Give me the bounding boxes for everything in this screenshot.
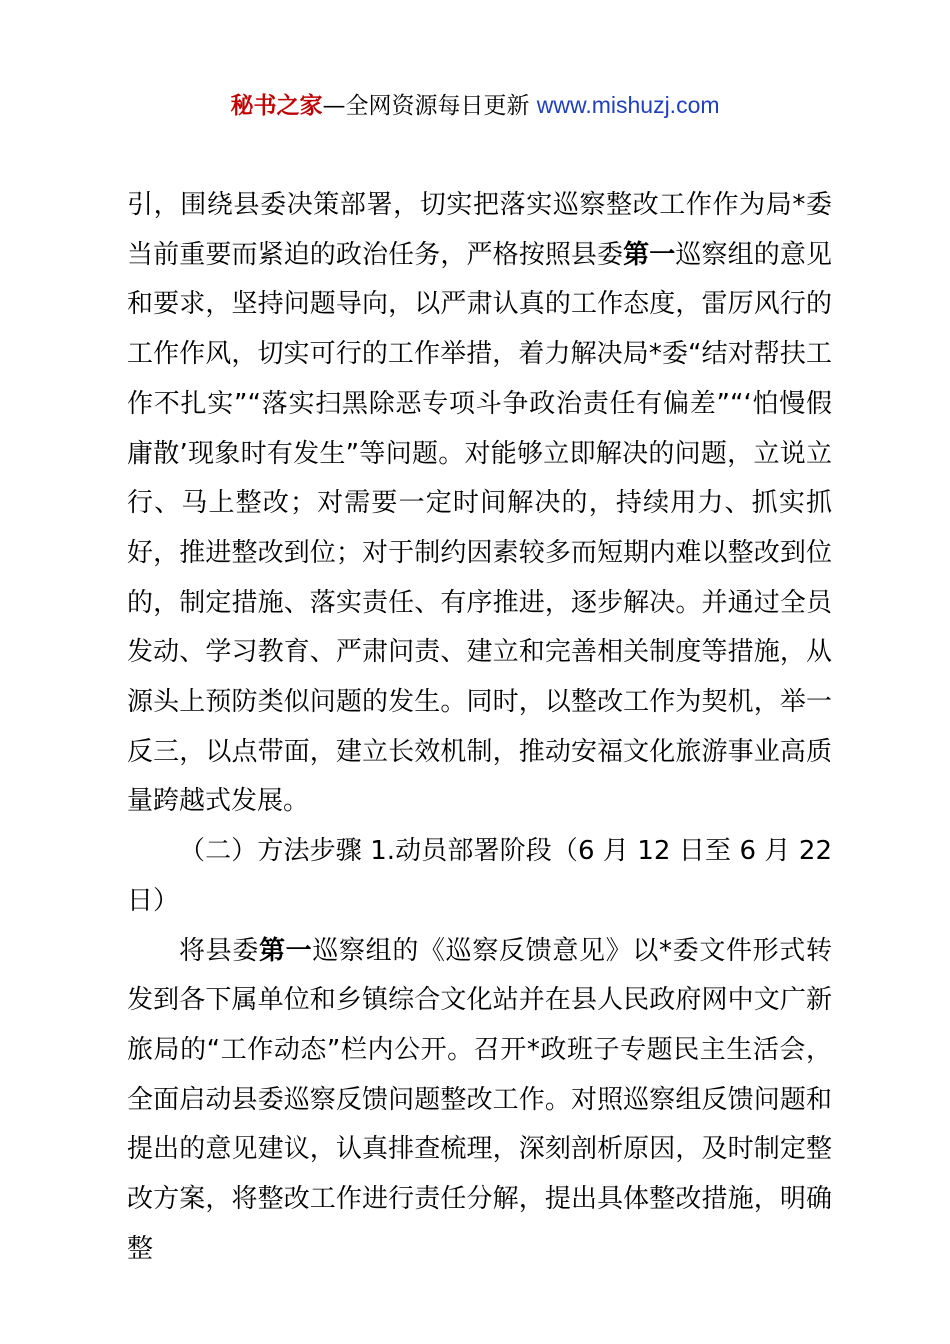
brand-name: 秘书之家: [230, 93, 323, 119]
document-body: [127, 181, 832, 1274]
heading-text: （二）方法步骤 1.动员部署阶段（6 月 12 日至 6 月 22 日）: [127, 836, 832, 916]
paragraph-goal: [127, 181, 832, 827]
emphasis-text: 第一: [259, 935, 313, 966]
paragraph-text: 巡察组的《巡察反馈意见》以*委文件形式转发到各下属单位和乡镇综合文化站并在县人民政府网中文广新旅局的“工作动态”栏内公开。召开*政班子专题民主生活会，全面启动县委巡察反馈问题整改工作。对照巡察组反馈问题和提出的意见建议，认真排查梳理，深刻剖析原因，及时制定整改方案，将整改工作进行责任分解，提出具体整改措施，明确整: [127, 935, 832, 1264]
header-tagline: —全网资源每日更新: [322, 93, 537, 119]
website-link[interactable]: www.mishuzj.com: [536, 92, 720, 118]
section-heading-methods: [127, 827, 832, 926]
paragraph-text: 巡察组的意见和要求，坚持问题导向，以严肃认真的工作态度，雷厉风行的工作作风，切实可行的工作举措，着力解决局*委“结对帮扶工作不扎实”“落实扫黑除恶专项斗争政治责任有偏差”“‘怕慢假庸散’现象时有发生”等问题。对能够立即解决的问题，立说立行、马上整改；对需要一定时间解决的，持续用力、抓实抓好，推进整改到位；对于制约因素较多而短期内难以整改到位的，制定措施、落实责任、有序推进，逐步解决。并通过全员发动、学习教育、严肃问责、建立和完善相关制度等措施，从源头上预防类似问题的发生。同时，以整改工作为契机，举一反三，以点带面，建立长效机制，推动安福文化旅游事业高质量跨越式发展。: [127, 239, 832, 817]
paragraph-text: 引，围绕县委决策部署，切实把落实巡察整改工作作为局*委当前重要而紧迫的政治任务，严格按照县委: [127, 190, 832, 270]
emphasis-text: 第一: [623, 239, 676, 270]
paragraph-mobilization: [127, 927, 832, 1275]
paragraph-text: 将县委: [179, 935, 259, 966]
page-header: [0, 88, 950, 123]
